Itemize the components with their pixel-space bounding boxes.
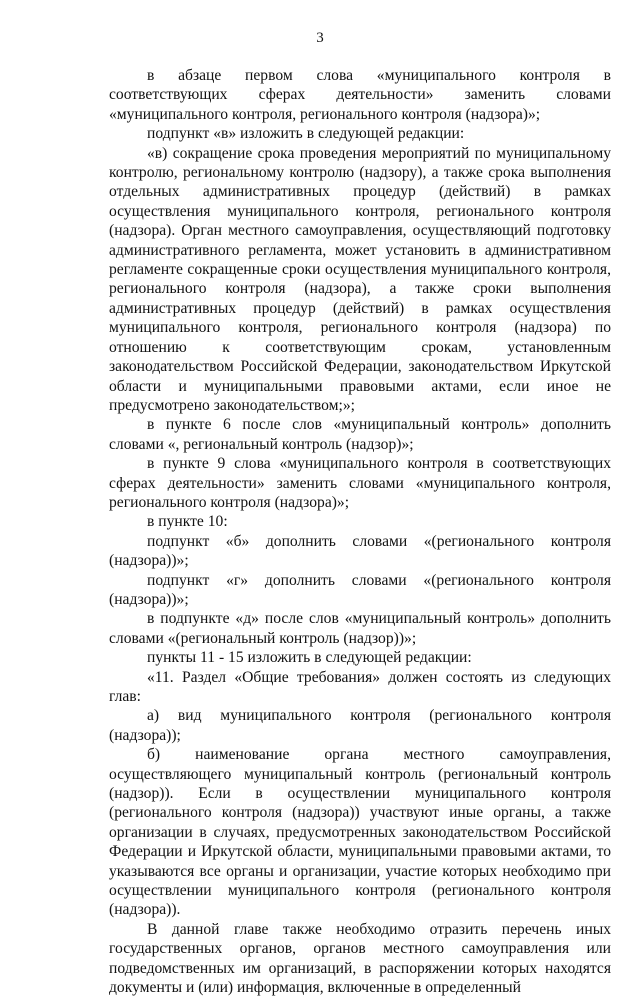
paragraph-item-11-a: а) вид муниципального контроля (регионального контроля (надзора));	[109, 707, 611, 744]
paragraph-subitem-v-text: «в) сокращение срока проведения мероприятий по муниципальному контролю, региональному контролю (надзору), а также срока выполнения отдельных административных процедур (действий) в рамках осуществления муниципального контроля, регионального контроля (надзора). Орган местного самоуправления, осуществляющий подготовку административного регламента, может установить в административном регламенте сокращенные сроки осуществления муниципального контроля, регионального контроля (надзора), а также сроки выполнения административных процедур (действий) в рамках осуществления муниципального контроля, регионального контроля (надзора) по отношению к соответствующим срокам, установленным законодательством Российской Федерации, законодательством Иркутской области и муниципальными правовыми актами, если иное не предусмотрено законодательством;»;	[109, 144, 611, 414]
paragraph-subitem-d: в подпункте «д» после слов «муниципальный контроль» дополнить словами «(региональный контроль (надзор))»;	[109, 610, 611, 647]
paragraph-items-11-15-heading: пункты 11 - 15 изложить в следующей редакции:	[147, 649, 472, 667]
paragraph-amend-first-paragraph: в абзаце первом слова «муниципального контроля в соответствующих сферах деятельности» заменить словами «муниципального контроля, регионального контроля (надзора)»;	[109, 67, 611, 123]
document-body	[109, 66, 611, 998]
paragraph-item-10-heading: в пункте 10:	[147, 513, 228, 531]
paragraph-subitem-v-heading: подпункт «в» изложить в следующей редакции:	[147, 125, 465, 143]
paragraph-chapter-note: В данной главе также необходимо отразить перечень иных государственных органов, органов местного самоуправления или подведомственных им организаций, в распоряжении которых находятся документы и (или) информация, включенные в определенный	[109, 920, 611, 997]
paragraph-subitem-g: подпункт «г» дополнить словами «(регионального контроля (надзора))»;	[109, 571, 611, 608]
paragraph-item-9: в пункте 9 слова «муниципального контроля в соответствующих сферах деятельности» заменить словами «муниципального контроля, регионального контроля (надзора)»;	[109, 455, 611, 511]
paragraph-item-11: «11. Раздел «Общие требования» должен состоять из следующих глав:	[109, 668, 611, 705]
page-number: 3	[316, 30, 324, 46]
paragraph-item-6: в пункте 6 после слов «муниципальный контроль» дополнить словами «, региональный контроль (надзор)»;	[109, 416, 611, 453]
paragraph-subitem-b: подпункт «б» дополнить словами «(регионального контроля (надзора))»;	[109, 532, 611, 570]
paragraph-item-11-b: б) наименование органа местного самоуправления, осуществляющего муниципальный контроль (региональный контроль (надзор)). Если в осуществлении муниципального контроля (регионального контроля (надзора)) участвуют иные органы, а также организации в случаях, предусмотренных законодательством Российской Федерации и Иркутской области, муниципальными правовыми актами, то указываются все органы и организации, участие которых необходимо при осуществлении муниципального контроля (регионального контроля (надзора)).	[109, 746, 611, 919]
